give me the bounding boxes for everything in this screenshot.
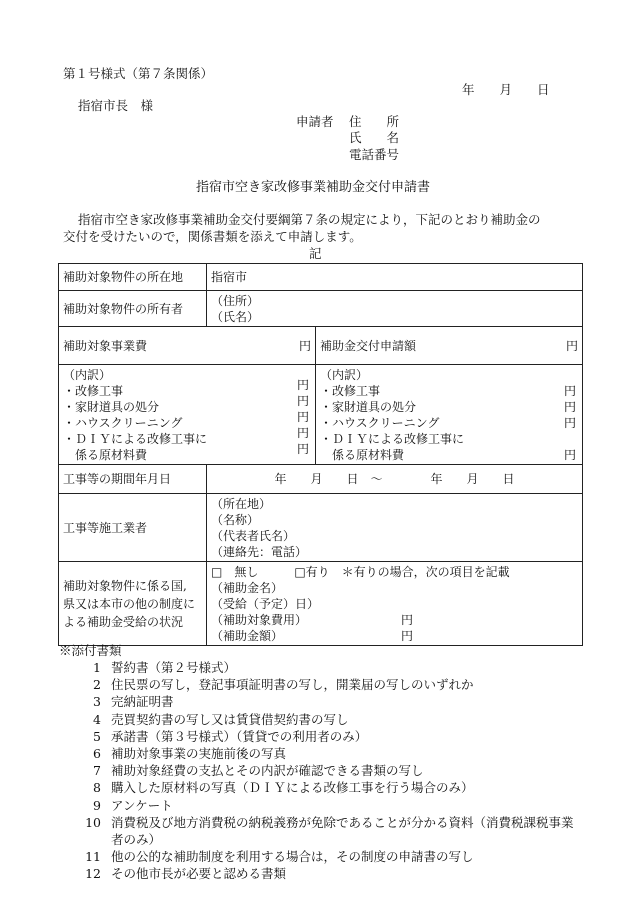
attachment-item: 11 他の公的な補助制度を利用する場合は，その制度の申請書の写し bbox=[85, 849, 474, 865]
contractor-field: （所在地） bbox=[211, 496, 272, 511]
ki-mark: 記 bbox=[309, 246, 322, 261]
other-field: （受給（予定）日） bbox=[211, 596, 320, 611]
attachment-item: 7 補助対象経費の支払とその内訳が確認できる書類の写し bbox=[93, 763, 424, 779]
breakdown-right bbox=[316, 365, 583, 465]
cost-unit: 円 bbox=[298, 338, 311, 353]
owner-address-field: （住所） bbox=[211, 293, 260, 308]
other-label-line: 補助対象物件に係る国, bbox=[63, 578, 187, 593]
application-table bbox=[58, 263, 583, 646]
breakdown-right-item: ・改修工事 bbox=[320, 384, 381, 398]
applicant-label: 申請者 bbox=[296, 114, 334, 129]
applicant-name: 氏 名 bbox=[349, 130, 400, 145]
contractor-field: （代表者氏名） bbox=[211, 528, 296, 543]
breakdown-right-item: ・家財道具の処分 bbox=[320, 400, 417, 414]
breakdown-left-item: ・改修工事 bbox=[63, 384, 124, 398]
other-field: （補助金名） bbox=[211, 580, 284, 595]
breakdown-left-item: ・家財道具の処分 bbox=[63, 400, 160, 414]
attachments-section bbox=[59, 642, 578, 883]
breakdown-right-unit: 円 bbox=[564, 400, 577, 414]
contractor-field: （名称） bbox=[211, 512, 260, 527]
breakdown-right-item: ・ハウスクリーニング bbox=[320, 416, 440, 430]
other-label-line: よる補助金受給の状況 bbox=[63, 614, 184, 629]
owner-fields bbox=[207, 291, 583, 327]
breakdown-left-item: ・ハウスクリーニング bbox=[63, 416, 183, 430]
contractor-field: （連絡先：電話） bbox=[211, 544, 308, 559]
addressee: 指宿市長 様 bbox=[78, 98, 154, 113]
attachment-item: 12 その他市長が必要と認める書類 bbox=[85, 866, 287, 882]
form-number: 第１号様式（第７条関係） bbox=[63, 66, 214, 81]
other-subsidy-label bbox=[59, 562, 207, 646]
contractor-label: 工事等施工業者 bbox=[59, 494, 207, 562]
breakdown-right-unit: 円 bbox=[564, 384, 577, 398]
location-label: 補助対象物件の所在地 bbox=[59, 264, 207, 291]
period-label: 工事等の期間年月日 bbox=[59, 465, 207, 494]
owner-name-field: （氏名） bbox=[211, 309, 260, 324]
cost-label: 補助対象事業費 bbox=[63, 338, 148, 353]
other-field: （補助金額） bbox=[211, 628, 284, 643]
attachment-item: 9 アンケート bbox=[93, 797, 173, 813]
attachment-item: 1 誓約書（第２号様式） bbox=[93, 660, 237, 675]
breakdown-left-unit: 円 bbox=[296, 426, 309, 440]
breakdown-left-unit: 円 bbox=[296, 394, 309, 408]
attachment-item: 2 住民票の写し，登記事項証明書の写し，開業届の写しのいずれか bbox=[93, 677, 474, 693]
attachment-item: 3 完納証明書 bbox=[93, 694, 174, 710]
other-subsidy-fields bbox=[207, 562, 583, 646]
location-value: 指宿市 bbox=[207, 264, 583, 291]
breakdown-left-header: （内訳） bbox=[63, 368, 112, 382]
date-line: 年 月 日 bbox=[462, 82, 550, 97]
applicant-address: 住 所 bbox=[349, 114, 400, 129]
other-subsidy-choice[interactable]: □ 無し □有り ＊有りの場合，次の項目を記載 bbox=[211, 564, 510, 579]
breakdown-right-item: ・ＤＩＹによる改修工事に bbox=[320, 432, 465, 446]
breakdown-left-unit: 円 bbox=[296, 410, 309, 424]
other-label-line: 県又は本市の他の制度に bbox=[63, 596, 196, 611]
attachment-item: 8 購入した原材料の写真（ＤＩＹによる改修工事を行う場合のみ） bbox=[93, 780, 474, 796]
breakdown-right-unit: 円 bbox=[564, 416, 577, 430]
other-unit: 円 bbox=[401, 612, 414, 627]
attachment-item: 5 承諾書（第３号様式）（賃貸での利用者のみ） bbox=[93, 728, 368, 744]
breakdown-right-unit bbox=[564, 431, 576, 447]
attachment-item: 6 補助対象事業の実施前後の写真 bbox=[93, 746, 287, 762]
body-text-line1: 指宿市空き家改修事業補助金交付要綱第７条の規定により，下記のとおり補助金の bbox=[78, 212, 541, 227]
owner-label: 補助対象物件の所有者 bbox=[59, 291, 207, 327]
request-cell bbox=[316, 327, 583, 365]
period-value: 年 月 日 ～ 年 月 日 bbox=[207, 465, 583, 494]
cost-cell bbox=[59, 327, 316, 365]
breakdown-right-item: 係る原材料費 bbox=[332, 448, 405, 462]
breakdown-left-unit: 円 bbox=[296, 378, 309, 392]
breakdown-left-unit: 円 bbox=[296, 442, 309, 456]
breakdown-right-unit: 円 bbox=[564, 448, 577, 462]
other-unit: 円 bbox=[401, 628, 414, 643]
request-unit: 円 bbox=[566, 338, 579, 353]
applicant-phone: 電話番号 bbox=[349, 147, 400, 162]
breakdown-right-header: （内訳） bbox=[320, 368, 369, 382]
attachment-item: 10 消費税及び地方消費税の納税義務が免除であることが分かる資料（消費税課税事業者のみ） bbox=[85, 814, 574, 848]
breakdown-left-item: ・ＤＩＹによる改修工事に bbox=[63, 432, 208, 446]
breakdown-left-item: 係る原材料費 bbox=[75, 448, 148, 462]
attachment-item: 4 売買契約書の写し又は賃貸借契約書の写し bbox=[93, 711, 349, 727]
contractor-fields bbox=[207, 494, 583, 562]
body-text-line2: 交付を受けたいので，関係書類を添えて申請します。 bbox=[63, 229, 362, 244]
other-field: （補助対象費用） bbox=[211, 612, 308, 627]
document-title: 指宿市空き家改修事業補助金交付申請書 bbox=[196, 180, 431, 195]
attachments-heading: ※添付書類 bbox=[59, 643, 122, 658]
breakdown-left bbox=[59, 365, 316, 465]
request-label: 補助金交付申請額 bbox=[320, 338, 417, 353]
